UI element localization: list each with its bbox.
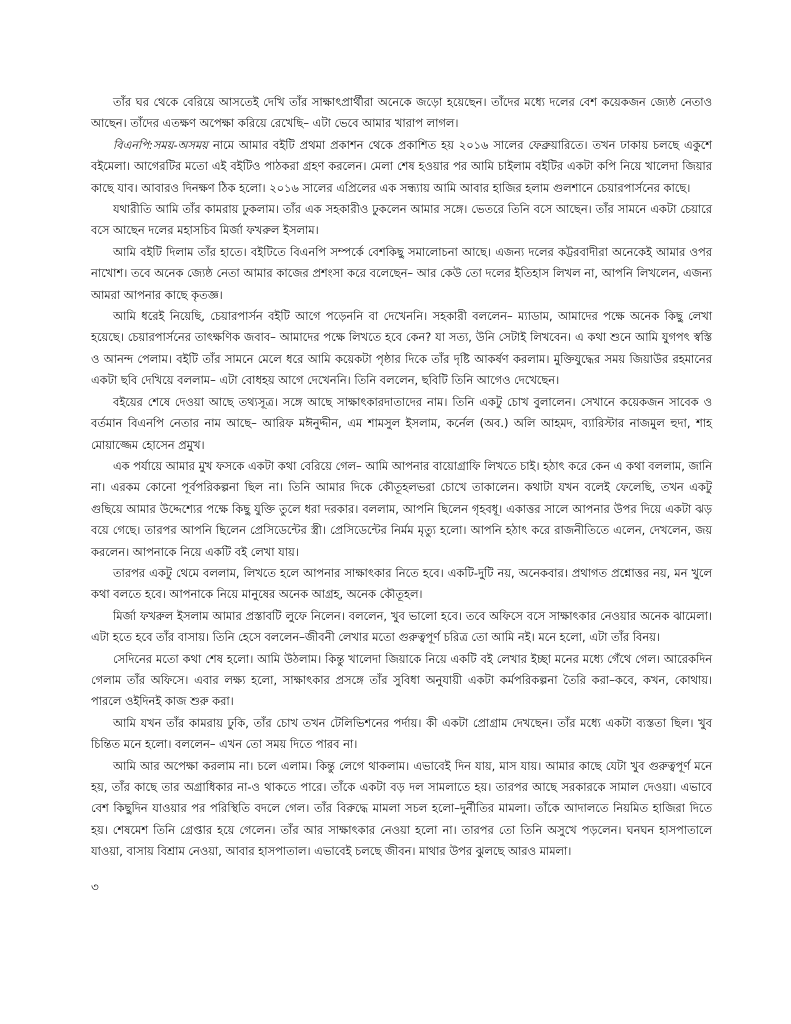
paragraph-2-text: নামে আমার বইটি প্রথমা প্রকাশন থেকে প্রকাশিত হয় ২০১৬ সালের ফেব্রুয়ারিতে। তখন ঢাকায় চলছে একুশে বইমেলা। আগেরটির মতো এই বইটিও পাঠকরা গ্রহণ করলেন। মেলা শেষ হওয়ার পর আমি চাইলাম বইটির একটা কপি নিয়ে খালেদা জিয়ার কাছে যাব। আবারও দিনক্ষণ ঠিক হলো। ২০১৬ সালের এপ্রিলের এক সন্ধ্যায় আমি আবার হাজির হলাম গুলশানে চেয়ারপার্সনের কাছে। [91,137,712,195]
page-number: ৩ [91,880,99,894]
paragraph-4: আমি বইটি দিলাম তাঁর হাতে। বইটিতে বিএনপি সম্পর্কে বেশকিছু সমালোচনা আছে। এজন্য দলের কট্টরবাদীরা অনেকেই আমার ওপর নাখোশ। তবে অনেক জ্যেষ্ঠ নেতা আমার কাজের প্রশংসা করে বলেছেন– আর কেউ তো দলের ইতিহাস লিখল না, আপনি লিখলেন, এজন্য আমরা আপনার কাছে কৃতজ্ঞ। [91,244,712,302]
paragraph-5: আমি ধরেই নিয়েছি, চেয়ারপার্সন বইটি আগে পড়েননি বা দেখেননি। সহকারী বললেন– ম্যাডাম, আমাদের পক্ষে অনেক কিছু লেখা হয়েছে। চেয়ারপার্সনের তাৎক্ষণিক জবাব– আমাদের পক্ষে লিখতে হবে কেন? যা সত্য, উনি সেটাই লিখবেন। এ কথা শুনে আমি যুগপৎ স্বস্তি ও আনন্দ পেলাম। বইটি তাঁর সামনে মেলে ধরে আমি কয়েকটা পৃষ্ঠার দিকে তাঁর দৃষ্টি আকর্ষণ করলাম। মুক্তিযুদ্ধের সময় জিয়াউর রহমানের একটা ছবি দেখিয়ে বললাম– এটা বোধহয় আগে দেখেননি। তিনি বললেন, ছবিটি তিনি আগেও দেখেছেন। [91,309,712,388]
paragraph-11: আমি যখন তাঁর কামরায় ঢুকি, তাঁর চোখ তখন টেলিভিশনের পর্দায়। কী একটা প্রোগ্রাম দেখছেন। তাঁর মধ্যে একটা ব্যস্ততা ছিল। খুব চিন্তিত মনে হলো। বললেন– এখন তো সময় দিতে পারব না। [91,715,712,752]
paragraph-8: তারপর একটু থেমে বললাম, লিখতে হলে আপনার সাক্ষাৎকার নিতে হবে। একটি-দুটি নয়, অনেকবার। প্রথাগত প্রশ্নোত্তর নয়, মন খুলে কথা বলতে হবে। আপনাকে নিয়ে মানুষের অনেক আগ্রহ, অনেক কৌতূহল। [91,565,712,602]
paragraph-2 [91,135,712,199]
paragraph-3: যথারীতি আমি তাঁর কামরায় ঢুকলাম। তাঁর এক সহকারীও ঢুকলেন আমার সঙ্গে। ভেতরে তিনি বসে আছেন। তাঁর সামনে একটা চেয়ারে বসে আছেন দলের মহাসচিব মির্জা ফখরুল ইসলাম। [91,202,712,238]
paragraph-6: বইয়ের শেষে দেওয়া আছে তথ্যসূত্র। সঙ্গে আছে সাক্ষাৎকারদাতাদের নাম। তিনি একটু চোখ বুলালেন। সেখানে কয়েকজন সাবেক ও বর্তমান বিএনপি নেতার নাম আছে– আরিফ মঈনুদ্দীন, এম শামসুল ইসলাম, কর্নেল (অব.) অলি আহমদ, ব্যারিস্টার নাজমুল হুদা, শাহ মোয়াজ্জেম হোসেন প্রমুখ। [91,394,712,452]
paragraph-7: এক পর্যায়ে আমার মুখ ফসকে একটা কথা বেরিয়ে গেল– আমি আপনার বায়োগ্রাফি লিখতে চাই। হঠাৎ করে কেন এ কথা বললাম, জানি না। এরকম কোনো পূর্বপরিকল্পনা ছিল না। তিনি আমার দিকে কৌতূহলভরা চোখে তাকালেন। কথাটা যখন বলেই ফেলেছি, তখন একটু গুছিয়ে আমার উদ্দেশ্যের পক্ষে কিছু যুক্তি তুলে ধরা দরকার। বললাম, আপনি ছিলেন গৃহবধূ। একাত্তর সালে আপনার উপর দিয়ে একটা ঝড় বয়ে গেছে। তারপর আপনি ছিলেন প্রেসিডেন্টের স্ত্রী। প্রেসিডেন্টের নির্মম মৃত্যু হলো। আপনি হঠাৎ করে রাজনীতিতে এলেন, দেখলেন, জয় করলেন। আপনাকে নিয়ে একটি বই লেখা যায়। [91,458,712,559]
paragraph-1: তাঁর ঘর থেকে বেরিয়ে আসতেই দেখি তাঁর সাক্ষাৎপ্রার্থীরা অনেকে জড়ো হয়েছেন। তাঁদের মধ্যে দলের বেশ কয়েকজন জ্যেষ্ঠ নেতাও আছেন। তাঁদের এতক্ষণ অপেক্ষা করিয়ে রেখেছি– এটা ভেবে আমার খারাপ লাগল। [91,95,712,131]
paragraph-9: মির্জা ফখরুল ইসলাম আমার প্রস্তাবটি লুফে নিলেন। বললেন, খুব ভালো হবে। তবে অফিসে বসে সাক্ষাৎকার নেওয়ার অনেক ঝামেলা। এটা হতে হবে তাঁর বাসায়। তিনি হেসে বললেন–জীবনী লেখার মতো গুরুত্বপূর্ণ চরিত্র তো আমি নই। মনে হলো, এটা তাঁর বিনয়। [91,608,712,645]
body-text [91,92,712,863]
paragraph-10: সেদিনের মতো কথা শেষ হলো। আমি উঠলাম। কিন্তু খালেদা জিয়াকে নিয়ে একটি বই লেখার ইচ্ছা মনের মধ্যে গেঁথে গেল। আরেকদিন গেলাম তাঁর অফিসে। এবার লক্ষ্য হলো, সাক্ষাৎকার প্রসঙ্গে তাঁর সুবিধা অনুযায়ী একটা কর্মপরিকল্পনা তৈরি করা–কবে, কখন, কোথায়। পারলে ওইদিনই কাজ শুরু করা। [91,651,712,709]
book-title: বিএনপি:সময়-অসময় [113,137,208,152]
paragraph-12: আমি আর অপেক্ষা করলাম না। চলে এলাম। কিন্তু লেগে থাকলাম। এভাবেই দিন যায়, মাস যায়। আমার কাছে যেটা খুব গুরুত্বপূর্ণ মনে হয়, তাঁর কাছে তার অগ্রাধিকার না-ও থাকতে পারে। তাঁকে একটা বড় দল সামলাতে হয়। তারপর আছে সরকারকে সামাল দেওয়া। এভাবে বেশ কিছুদিন যাওয়ার পর পরিস্থিতি বদলে গেল। তাঁর বিরুদ্ধে মামলা সচল হলো–দুর্নীতির মামলা। তাঁকে আদালতে নিয়মিত হাজিরা দিতে হয়। শেষমেশ তিনি গ্রেপ্তার হয়ে গেলেন। তাঁর আর সাক্ষাৎকার নেওয়া হলো না। তারপর তো তিনি অসুখে পড়লেন। ঘনঘন হাসপাতালে যাওয়া, বাসায় বিশ্রাম নেওয়া, আবার হাসপাতাল। এভাবেই চলছে জীবন। মাথার উপর ঝুলছে আরও মামলা। [91,758,712,859]
